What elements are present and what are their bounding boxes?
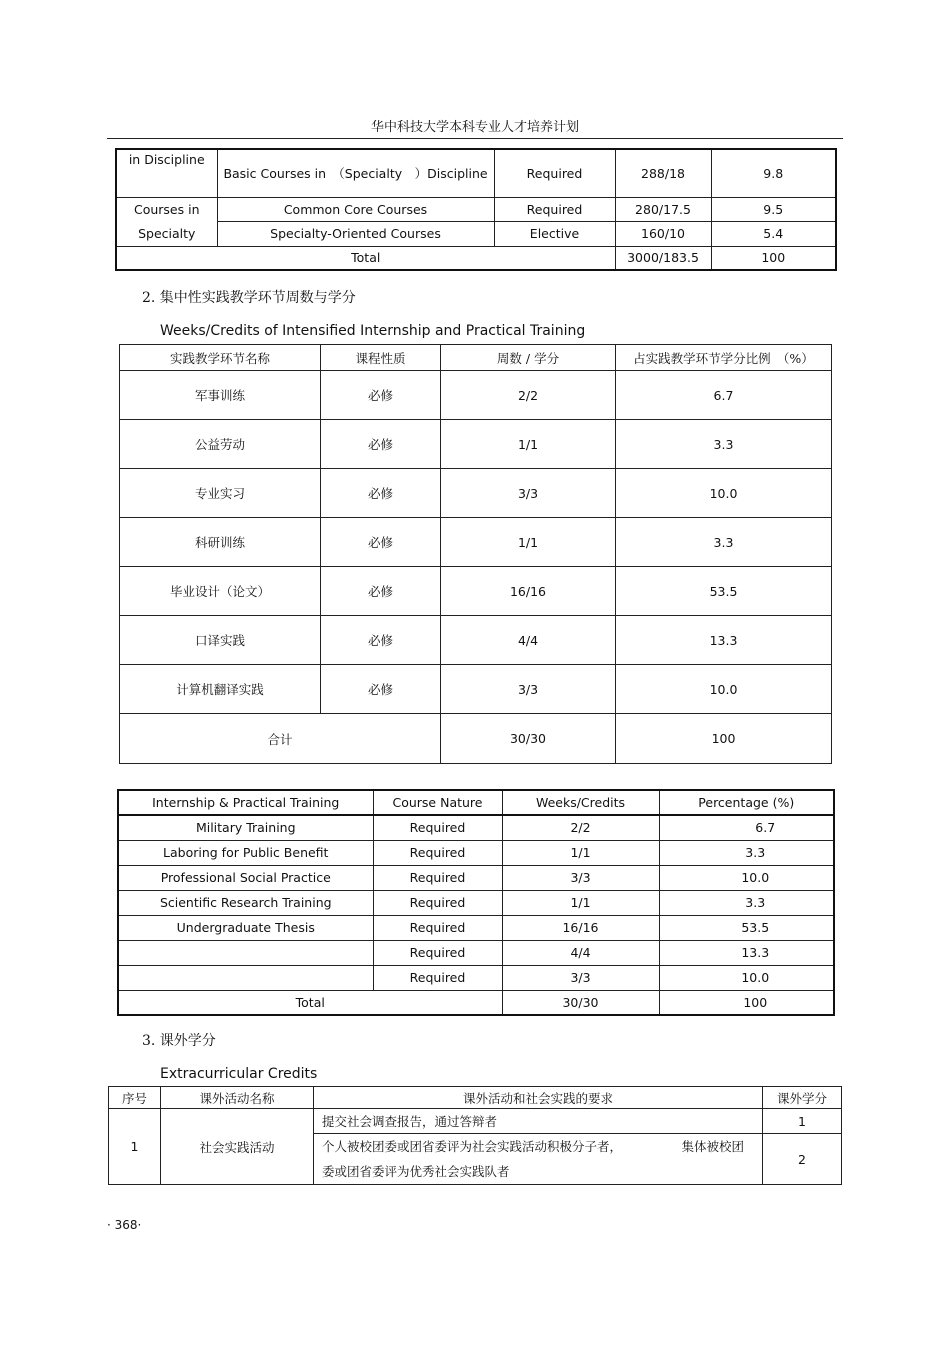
section-3-heading-cn: 3. 课外学分 <box>142 1033 216 1049</box>
table-cell: 合计 <box>120 714 441 764</box>
table-cell: 3/3 <box>441 469 616 518</box>
table-cell: 3.3 <box>659 890 834 915</box>
table-total-row <box>118 990 834 1015</box>
table-cell: 1/1 <box>441 518 616 567</box>
table-row <box>118 815 834 840</box>
table-row <box>109 1109 842 1134</box>
table-cell: Specialty <box>116 221 217 246</box>
table-row <box>120 518 832 567</box>
table-cell: Required <box>494 197 615 221</box>
column-header: Internship & Practical Training <box>118 790 373 815</box>
table-row <box>120 371 832 420</box>
table-header-row <box>120 345 832 371</box>
column-header: 课外活动名称 <box>161 1087 314 1109</box>
table-row <box>118 965 834 990</box>
table-row <box>118 915 834 940</box>
table-cell: 9.8 <box>711 149 836 197</box>
table-total-row <box>120 714 832 764</box>
table-cell: 100 <box>616 714 832 764</box>
extracurricular-table <box>108 1086 842 1185</box>
table-cell: 53.5 <box>659 915 834 940</box>
table-cell: 4/4 <box>441 616 616 665</box>
table-cell: Courses in <box>116 197 217 221</box>
table-row <box>120 665 832 714</box>
column-header: Percentage (%) <box>659 790 834 815</box>
table-row <box>120 567 832 616</box>
table-cell: Required <box>373 890 502 915</box>
table-cell: 毕业设计（论文） <box>120 567 321 616</box>
table-cell: 10.0 <box>616 665 832 714</box>
section-2-heading-en: Weeks/Credits of Intensified Internship and Practical Training <box>160 323 586 339</box>
table-cell: 100 <box>711 246 836 270</box>
header-rule <box>107 138 843 139</box>
column-header: 课外活动和社会实践的要求 <box>314 1087 763 1109</box>
table-cell: 专业实习 <box>120 469 321 518</box>
table-row <box>116 149 836 197</box>
table-cell: 1 <box>109 1109 161 1185</box>
table-cell: 必修 <box>321 371 441 420</box>
table-cell: 计算机翻译实践 <box>120 665 321 714</box>
table-row <box>118 890 834 915</box>
table-cell: 13.3 <box>659 940 834 965</box>
table-cell: 3.3 <box>659 840 834 865</box>
table-row <box>116 221 836 246</box>
table-cell: Laboring for Public Benefit <box>118 840 373 865</box>
table-row <box>120 616 832 665</box>
table-cell: 公益劳动 <box>120 420 321 469</box>
table-cell: Undergraduate Thesis <box>118 915 373 940</box>
table-cell: 军事训练 <box>120 371 321 420</box>
column-header: 周数 / 学分 <box>441 345 616 371</box>
column-header: 课程性质 <box>321 345 441 371</box>
table-cell: 2 <box>763 1134 842 1185</box>
table-cell: 必修 <box>321 665 441 714</box>
table-cell: 3.3 <box>616 518 832 567</box>
table-cell: 1/1 <box>502 890 659 915</box>
table-cell: Total <box>116 246 615 270</box>
table-cell: 必修 <box>321 567 441 616</box>
table-cell: 10.0 <box>616 469 832 518</box>
table-cell: 必修 <box>321 616 441 665</box>
table-cell: Elective <box>494 221 615 246</box>
table-cell: 6.7 <box>659 815 834 840</box>
table-cell: 3/3 <box>502 865 659 890</box>
table-cell: 10.0 <box>659 965 834 990</box>
table-cell: Required <box>373 815 502 840</box>
table-cell: 9.5 <box>711 197 836 221</box>
table-cell: 2/2 <box>441 371 616 420</box>
table-cell <box>118 965 373 990</box>
table-cell: 1/1 <box>441 420 616 469</box>
table-cell: Required <box>373 840 502 865</box>
section-2-heading-cn: 2. 集中性实践教学环节周数与学分 <box>142 290 356 306</box>
table-cell: 13.3 <box>616 616 832 665</box>
column-header: Weeks/Credits <box>502 790 659 815</box>
table-cell: 必修 <box>321 420 441 469</box>
table-cell: 3/3 <box>502 965 659 990</box>
table-cell: 提交社会调查报告，通过答辩者 <box>314 1109 763 1134</box>
table-cell: 16/16 <box>441 567 616 616</box>
requirement-text: 委或团省委评为优秀社会实践队者 <box>322 1164 510 1179</box>
table-cell: Military Training <box>118 815 373 840</box>
requirement-text: 个人被校团委或团省委评为社会实践活动积极分子者， <box>322 1139 623 1154</box>
table-cell <box>118 940 373 965</box>
table-row <box>120 469 832 518</box>
table-row <box>116 197 836 221</box>
column-header: 课外学分 <box>763 1087 842 1109</box>
table-cell: Required <box>373 915 502 940</box>
table-cell: Required <box>373 865 502 890</box>
table-cell: Basic Courses in （Specialty ）Discipline <box>217 149 494 197</box>
table-cell: 3000/183.5 <box>615 246 711 270</box>
column-header: Course Nature <box>373 790 502 815</box>
practice-table-en <box>117 789 835 1016</box>
table-cell: 53.5 <box>616 567 832 616</box>
table-header-row <box>118 790 834 815</box>
table-cell: Required <box>373 965 502 990</box>
table-row <box>118 940 834 965</box>
column-header: 序号 <box>109 1087 161 1109</box>
table-cell: 3/3 <box>441 665 616 714</box>
table-cell: 科研训练 <box>120 518 321 567</box>
table-cell: 口译实践 <box>120 616 321 665</box>
credit-summary-table <box>115 148 837 271</box>
practice-table-cn <box>119 344 832 764</box>
table-cell: Required <box>494 149 615 197</box>
column-header: 占实践教学环节学分比例 （%） <box>616 345 832 371</box>
table-cell <box>314 1134 763 1185</box>
table-row <box>118 840 834 865</box>
table-cell: Specialty-Oriented Courses <box>217 221 494 246</box>
table-cell: 30/30 <box>441 714 616 764</box>
table-header-row <box>109 1087 842 1109</box>
table-cell: 30/30 <box>502 990 659 1015</box>
table-cell: in Discipline <box>116 149 217 197</box>
table-cell: 280/17.5 <box>615 197 711 221</box>
table-cell: Total <box>118 990 502 1015</box>
table-cell: 10.0 <box>659 865 834 890</box>
section-3-heading-en: Extracurricular Credits <box>160 1066 318 1082</box>
requirement-text: 集体被校团 <box>681 1139 744 1154</box>
table-cell: 社会实践活动 <box>161 1109 314 1185</box>
table-cell: Scientific Research Training <box>118 890 373 915</box>
table-cell: 288/18 <box>615 149 711 197</box>
table-cell: 1 <box>763 1109 842 1134</box>
table-cell: 160/10 <box>615 221 711 246</box>
table-cell: Common Core Courses <box>217 197 494 221</box>
table-cell: 5.4 <box>711 221 836 246</box>
table-cell: 2/2 <box>502 815 659 840</box>
table-total-row <box>116 246 836 270</box>
column-header: 实践教学环节名称 <box>120 345 321 371</box>
table-row <box>120 420 832 469</box>
table-cell: 100 <box>659 990 834 1015</box>
table-cell: Required <box>373 940 502 965</box>
page-header: 华中科技大学本科专业人才培养计划 <box>370 120 579 135</box>
table-cell: 4/4 <box>502 940 659 965</box>
table-cell: Professional Social Practice <box>118 865 373 890</box>
table-cell: 3.3 <box>616 420 832 469</box>
table-cell: 必修 <box>321 518 441 567</box>
table-cell: 6.7 <box>616 371 832 420</box>
table-cell: 1/1 <box>502 840 659 865</box>
requirement-line <box>322 1134 760 1159</box>
page-number: · 368· <box>107 1218 142 1232</box>
table-cell: 必修 <box>321 469 441 518</box>
table-cell: 16/16 <box>502 915 659 940</box>
table-row <box>118 865 834 890</box>
